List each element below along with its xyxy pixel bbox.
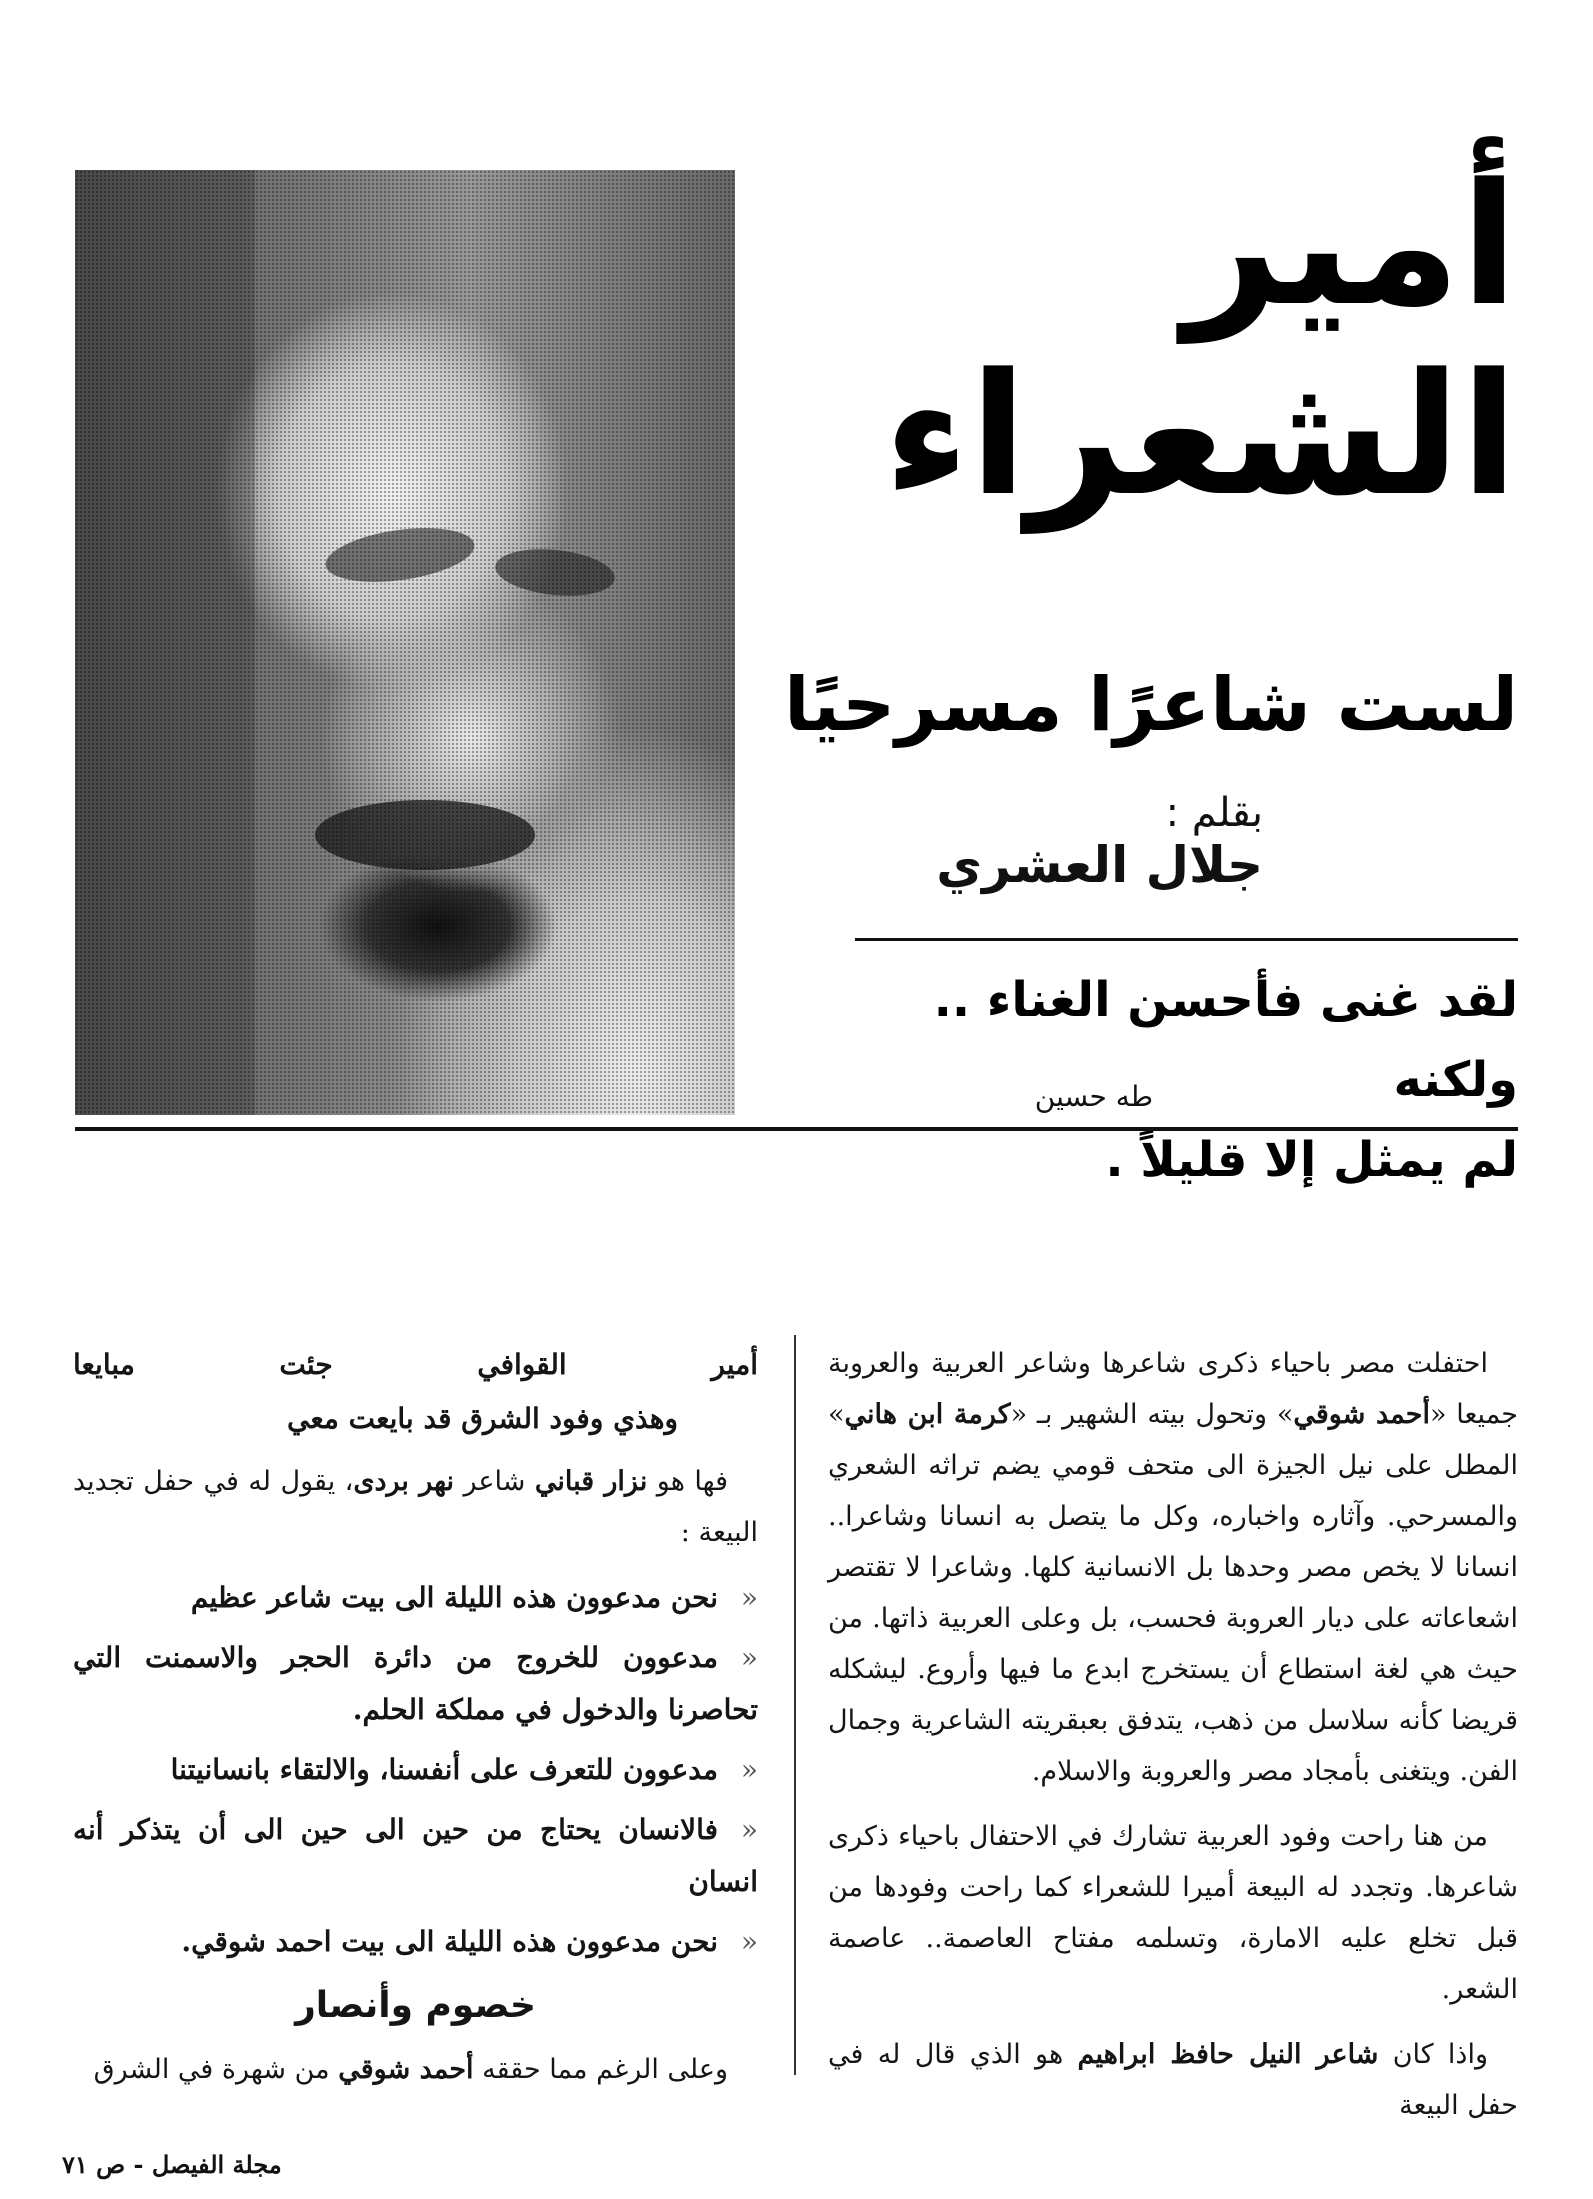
title-line-2: الشعراء	[883, 337, 1518, 533]
left-column	[73, 1338, 758, 2109]
quoted-line: «مدعوون للخروج من دائرة الحجر والاسمنت التي تحاصرنا والدخول في مملكة الحلم.	[73, 1641, 758, 1726]
quote-line-1: لقد غنى فأحسن الغناء .. ولكنه	[933, 972, 1518, 1108]
column-divider	[794, 1335, 796, 2075]
author-name: جلال العشري	[936, 836, 1263, 894]
paragraph: وعلى الرغم مما حققه أحمد شوقي من شهرة في الشرق	[93, 2054, 728, 2085]
section-subheading: خصوم وأنصار	[295, 1985, 536, 2026]
page-footer: مجلة الفيصل - ص ٧١	[62, 2150, 282, 2179]
quoted-line: «مدعوون للتعرف على أنفسنا، والالتقاء بانسانيتنا	[170, 1753, 758, 1786]
paragraph: احتفلت مصر باحياء ذكرى شاعرها وشاعر العربية والعروبة جميعا «أحمد شوقي» وتحول بيته الشهير بـ «كرمة ابن هاني» المطل على نيل الجيزة الى متحف قومي يضم تراثه الشعري والمسرحي. وآثاره واخباره، وكل ما يتصل به انسانا وشاعرا.. انسانا لا يخص مصر وحدها بل الانسانية كلها. وشاعرا لا تقتصر اشعاعاته على ديار العروبة فحسب، بل وعلى العربية ذاتها. من حيث هي لغة استطاع أن يستخرج ابدع ما فيها وأروع. ليشكله قريضا كأنه سلاسل من ذهب، يتدفق بعبقريته الشاعرية وجمال الفن. ويتغنى بأمجاد مصر والعروبة والاسلام.	[828, 1348, 1519, 1787]
epigraph-quote	[858, 960, 1518, 1200]
header-bottom-rule	[75, 1127, 1518, 1131]
poem-verse	[73, 1338, 758, 1446]
byline-label: بقلم :	[1165, 790, 1263, 836]
paragraph: فها هو نزار قباني شاعر نهر بردى، يقول له في حفل تجديد البيعة :	[73, 1466, 758, 1548]
right-column	[828, 1338, 1518, 2145]
quote-top-rule	[855, 938, 1518, 941]
quoted-line: «نحن مدعوون هذه الليلة الى بيت احمد شوقي.	[181, 1925, 758, 1958]
title-line-1: أمير	[1183, 147, 1518, 343]
quote-line-2: لم يمثل إلا قليلاً .	[1105, 1132, 1518, 1188]
article-subtitle: لست شاعرًا مسرحيًا	[784, 662, 1518, 748]
portrait-photo	[75, 170, 735, 1115]
quoted-line: «فالانسان يحتاج من حين الى حين الى أن يتذكر أنه انسان	[73, 1813, 758, 1898]
paragraph: واذا كان شاعر النيل حافظ ابراهيم هو الذي قال له في حفل البيعة	[828, 2039, 1518, 2121]
verse-line-1: أمير القوافي جئت مبايعا	[73, 1348, 758, 1381]
quoted-line: «نحن مدعوون هذه الليلة الى بيت شاعر عظيم	[190, 1581, 758, 1614]
quote-attribution: طه حسين	[1034, 1080, 1153, 1113]
article-title	[758, 147, 1518, 533]
verse-line-2: وهذي وفود الشرق قد بايعت معي	[287, 1402, 678, 1435]
paragraph: من هنا راحت وفود العربية تشارك في الاحتفال باحياء ذكرى شاعرها. وتجدد له البيعة أميرا للشعراء كما راحت وفودها من قبل تخلع عليه الامارة، وتسلمه مفتاح العاصمة.. عاصمة الشعر.	[828, 1821, 1518, 2005]
